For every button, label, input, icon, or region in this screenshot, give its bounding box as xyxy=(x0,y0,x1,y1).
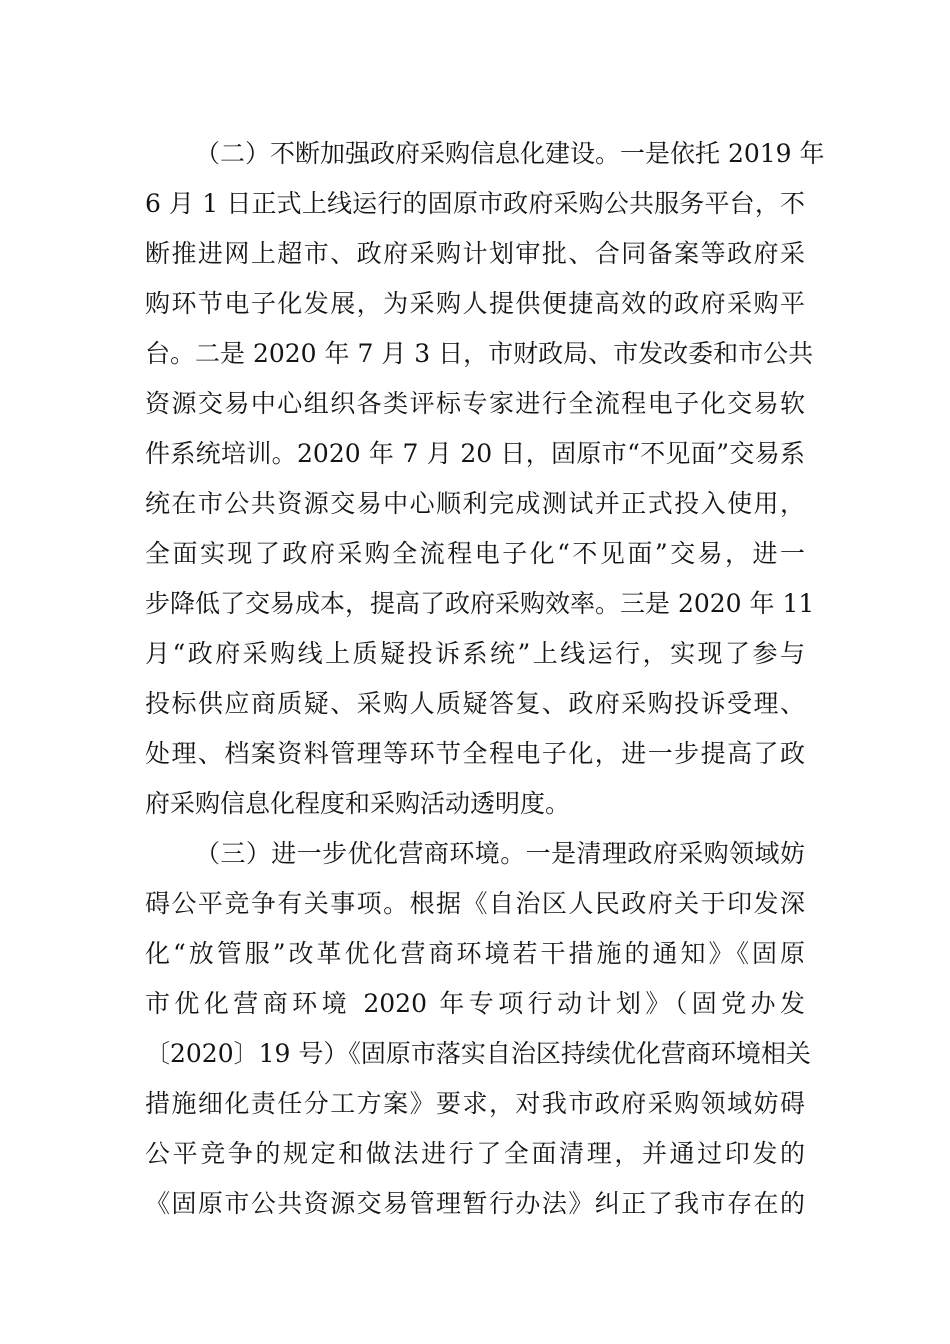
paragraph-3-line-5: 〔2020〕19 号）《固原市落实自治区持续优化营商环境相关 xyxy=(145,1039,811,1068)
paragraph-2-line-1: （二）不断加强政府采购信息化建设。一是依托 2019 年 xyxy=(195,139,825,168)
paragraph-3-line-2: 碍公平竞争有关事项。根据《自治区人民政府关于印发深 xyxy=(145,889,805,918)
paragraph-2-line-3: 断推进网上超市、政府采购计划审批、合同备案等政府采 xyxy=(145,239,805,268)
paragraph-2-line-5: 台。二是 2020 年 7 月 3 日，市财政局、市发改委和市公共 xyxy=(145,339,814,368)
paragraph-2-line-6: 资源交易中心组织各类评标专家进行全流程电子化交易软 xyxy=(145,389,805,418)
paragraph-3-line-8: 《固原市公共资源交易管理暂行办法》纠正了我市存在的 xyxy=(145,1189,805,1218)
paragraph-2-line-2: 6 月 1 日正式上线运行的固原市政府采购公共服务平台，不 xyxy=(145,189,805,218)
paragraph-2-line-7: 件系统培训。2020 年 7 月 20 日，固原市“不见面”交易系 xyxy=(145,439,805,468)
paragraph-3-line-3: 化“放管服”改革优化营商环境若干措施的通知》《固原 xyxy=(145,939,805,968)
paragraph-2-line-14: 府采购信息化程度和采购活动透明度。 xyxy=(145,789,571,818)
paragraph-3-line-6: 措施细化责任分工方案》要求，对我市政府采购领域妨碍 xyxy=(145,1089,805,1118)
paragraph-2-line-12: 投标供应商质疑、采购人质疑答复、政府采购投诉受理、 xyxy=(145,689,805,718)
paragraph-2-line-9: 全面实现了政府采购全流程电子化“不见面”交易，进一 xyxy=(145,539,805,568)
paragraph-2-line-13: 处理、档案资料管理等环节全程电子化，进一步提高了政 xyxy=(145,739,805,768)
paragraph-3-line-1: （三）进一步优化营商环境。一是清理政府采购领域妨 xyxy=(195,839,805,868)
paragraph-3-line-4: 市优化营商环境 2020 年专项行动计划》（固党办发 xyxy=(145,989,805,1018)
paragraph-2-line-10: 步降低了交易成本，提高了政府采购效率。三是 2020 年 11 xyxy=(145,589,815,618)
paragraph-2-line-8: 统在市公共资源交易中心顺利完成测试并正式投入使用， xyxy=(145,489,805,518)
paragraph-2-line-11: 月“政府采购线上质疑投诉系统”上线运行，实现了参与 xyxy=(145,639,805,668)
paragraph-2-line-4: 购环节电子化发展，为采购人提供便捷高效的政府采购平 xyxy=(145,289,805,318)
paragraph-3-line-7: 公平竞争的规定和做法进行了全面清理，并通过印发的 xyxy=(145,1139,805,1168)
